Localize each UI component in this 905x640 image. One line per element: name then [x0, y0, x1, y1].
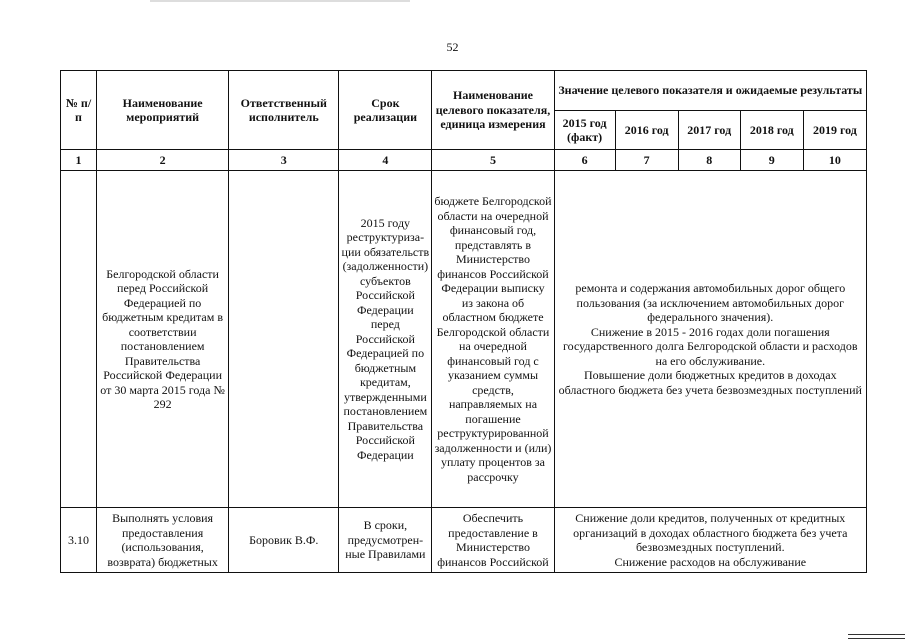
header-term: Срок реализации — [339, 71, 432, 150]
column-number: 2 — [97, 150, 229, 171]
table-row — [61, 508, 867, 573]
row-executor: Боровик В.Ф. — [229, 508, 339, 573]
column-number: 1 — [61, 150, 97, 171]
column-number: 6 — [554, 150, 615, 171]
result-line: Снижение доли кредитов, полученных от кредитных организаций в доходах областного бюджета без учета безвозмездных поступлений. — [573, 511, 848, 554]
column-number: 9 — [740, 150, 803, 171]
row-activity: Выполнять условия предоставления (использования, возврата) бюджетных — [97, 508, 229, 573]
column-number: 4 — [339, 150, 432, 171]
header-indicator: Наименование целевого показателя, единица измерения — [432, 71, 554, 150]
header-number: № п/п — [61, 71, 97, 150]
header-results-group: Значение целевого показателя и ожидаемые результаты — [554, 71, 866, 111]
measures-table — [60, 70, 867, 573]
header-activity: Наименование мероприятий — [97, 71, 229, 150]
row-indicator: Обеспечить предоставление в Министерство финансов Российской — [432, 508, 554, 573]
row-results — [554, 171, 866, 508]
result-line: Повышение доли бюджетных кредитов в доходах областного бюджета без учета безвозмездных поступлений — [558, 368, 862, 397]
row-activity: Белгородской области перед Российской Федерацией по бюджетным кредитам в соответствии постановлением Правительства Российской Федерации от 30 марта 2015 года № 292 — [97, 171, 229, 508]
header-year: 2015 год (факт) — [554, 111, 615, 150]
row-indicator: бюджете Белгородской области на очередной финансовый год, представлять в Министерство финансов Российской Федерации выписку из закона об областном бюджете Белгородской области на очередной финансовый год с указанием суммы средств, направляемых на погашение реструктурированной задолженности и (или) уплату процентов за рассрочку — [432, 171, 554, 508]
result-line: Снижение в 2015 - 2016 годах доли погашения государственного долга Белгородской области и расходов на его обслуживание. — [563, 324, 858, 368]
result-line: ремонта и содержания автомобильных дорог общего пользования (за исключением автомобильных дорог федерального значения). — [575, 281, 846, 324]
table-row — [61, 171, 867, 508]
row-executor — [229, 171, 339, 508]
row-results — [554, 508, 866, 573]
column-number: 7 — [615, 150, 678, 171]
header-year: 2018 год — [740, 111, 803, 150]
column-number: 5 — [432, 150, 554, 171]
header-year: 2016 год — [615, 111, 678, 150]
column-number: 8 — [678, 150, 740, 171]
header-executor: Ответственный исполнитель — [229, 71, 339, 150]
page-number: 52 — [446, 40, 459, 54]
header-year: 2017 год — [678, 111, 740, 150]
row-term: В сроки, предусмотрен-ные Правилами — [339, 508, 432, 573]
row-term: 2015 году реструктуриза-ции обязательств (задолженности) субъектов Российской Федерации перед Российской Федерацией по бюджетным кредитам, утвержденными постановлением Правительства Российской Федерации — [339, 171, 432, 508]
row-number — [61, 171, 97, 508]
row-number: 3.10 — [61, 508, 97, 573]
column-number: 3 — [229, 150, 339, 171]
scan-artifact — [848, 638, 905, 639]
column-number: 10 — [803, 150, 866, 171]
scan-artifact — [150, 0, 410, 2]
header-year: 2019 год — [803, 111, 866, 150]
result-line: Снижение расходов на обслуживание — [614, 554, 807, 569]
scan-artifact — [848, 634, 905, 635]
